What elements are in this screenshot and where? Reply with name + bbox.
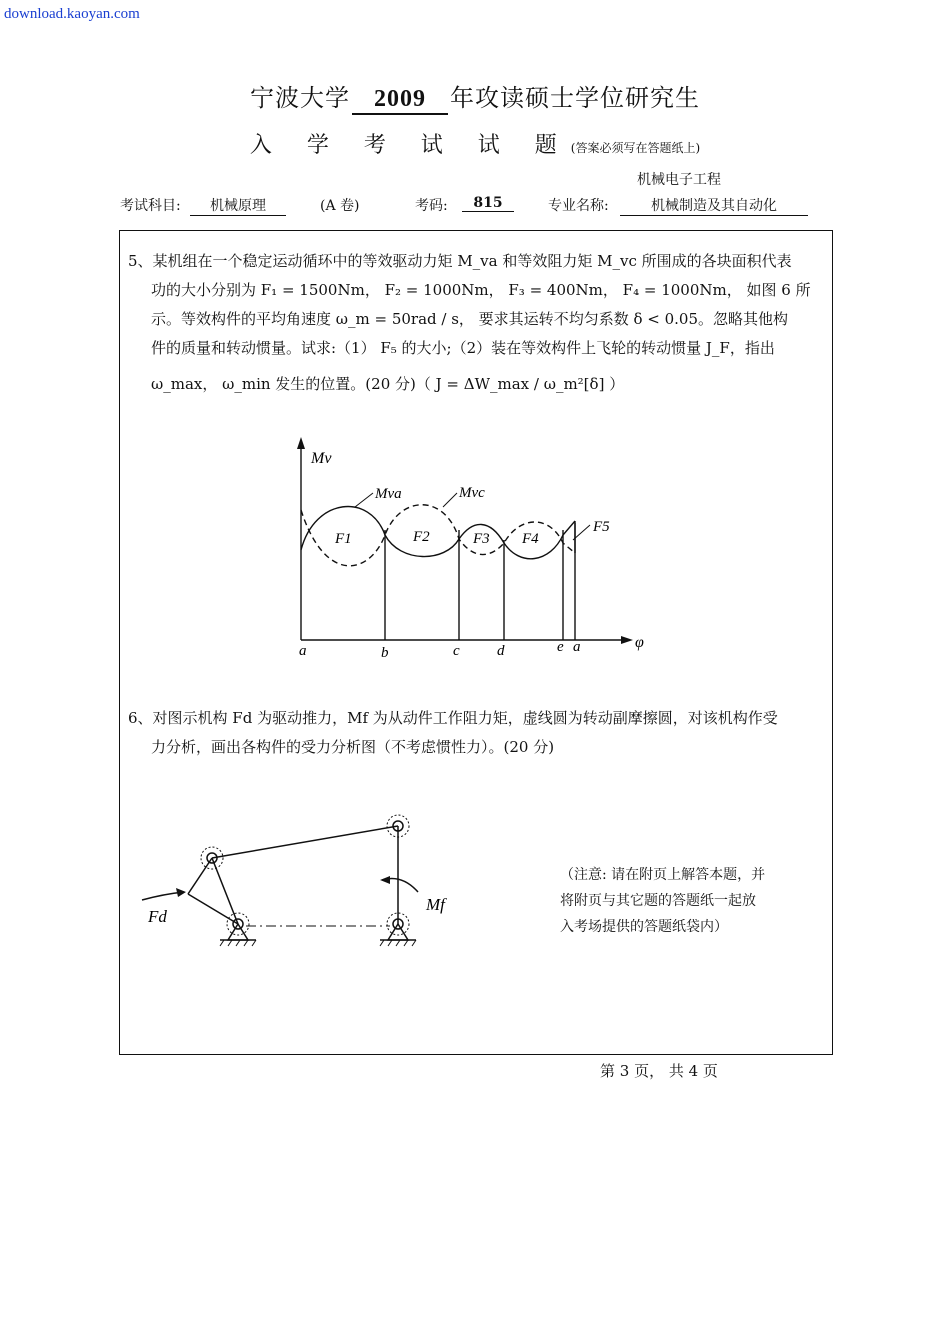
y-axis-arrow [297,437,305,449]
point-a: a [299,643,307,659]
area-f5: F5 [593,519,610,535]
torque-diagram [285,435,665,660]
notice-line-2: 将附页与其它题的答题纸一起放 [560,893,756,909]
q5-line-1: 5、某机组在一个稳定运动循环中的等效驱动力矩 M_va 和等效阻力矩 M_vc 所围成的各块面积代表 [128,252,792,270]
x-axis-arrow [621,636,633,644]
label-fd: Fd [148,907,167,926]
q6-line-2: 力分析，画出各构件的受力分析图（不考虑惯性力）。(20 分) [151,738,555,756]
point-e: e [557,639,564,655]
point-d: d [497,643,505,659]
major-label: 专业名称: [548,198,609,214]
q5-line-2: 功的大小分别为 F₁ = 1500Nm， F₂ = 1000Nm， F₃ = 400Nm， F₄ = 1000Nm， 如图 6 所 [151,281,811,299]
major-value-wrap [620,195,808,216]
code-value-wrap [462,195,514,212]
watermark-link[interactable]: download.kaoyan.com [4,6,140,22]
exam-subtitle [0,128,950,159]
area-f3: F3 [473,531,490,547]
q5-line-4: 件的质量和转动惯量。试求:（1） F₅ 的大小;（2）装在等效构件上飞轮的转动惯量 J_F，指出 [151,339,775,357]
page-footer: 第 3 页， 共 4 页 [600,1062,718,1080]
point-b: b [381,645,389,660]
subtitle-note: (答案必须写在答题纸上) [570,141,701,155]
area-f1: F1 [335,531,352,547]
major-top: 机械电子工程 [637,172,721,188]
label-mvc: Mvc [459,485,485,501]
force-fd-head [176,888,186,897]
coupler-link [212,826,398,858]
title-rest: 年攻读硕士学位研究生 [450,84,700,112]
leader-mvc [443,493,457,507]
exam-title [0,78,950,115]
leader-mva [355,493,373,507]
major-value: 机械制造及其自动化 [651,198,777,214]
area-f4: F4 [522,531,539,547]
notice-line-1: （注意: 请在附页上解答本题，并 [560,867,766,883]
label-mf: Mf [426,895,445,914]
mechanism-diagram [136,812,456,962]
university-name: 宁波大学 [250,84,350,112]
point-a2: a [573,639,581,655]
q5-line-5: ω_max， ω_min 发生的位置。(20 分)（ J = ΔW_max / ω_m²[δ] ） [151,375,625,393]
moment-mf-head [380,876,390,884]
notice-line-3: 入考场提供的答题纸袋内） [560,919,728,935]
exam-year: 2009 [352,86,448,115]
code-label: 考码: [415,198,448,214]
answer-notice [560,862,765,940]
q5-line-3: 示。等效构件的平均角速度 ω_m = 50rad / s， 要求其运转不均匀系数 δ < 0.05。忽略其他构 [151,310,788,328]
paper-type: (A 卷) [320,198,360,214]
subject-value: 机械原理 [210,198,266,214]
q6-line-1: 6、对图示机构 Fd 为驱动推力，Mf 为从动件工作阻力矩，虚线圆为转动副摩擦圆，对该机构作受 [128,709,778,727]
chart-ylabel: Mv [311,450,332,467]
subject-value-wrap [190,195,286,216]
subtitle-text: 入 学 考 试 试 题 [249,133,571,158]
label-mva: Mva [375,486,402,502]
slider-link-a [188,858,212,894]
subject-label: 考试科目: [120,198,181,214]
code-value: 815 [473,195,503,211]
slider-link-b [188,894,238,924]
point-c: c [453,643,460,659]
area-f2: F2 [413,529,430,545]
chart-xlabel: φ [635,634,644,651]
